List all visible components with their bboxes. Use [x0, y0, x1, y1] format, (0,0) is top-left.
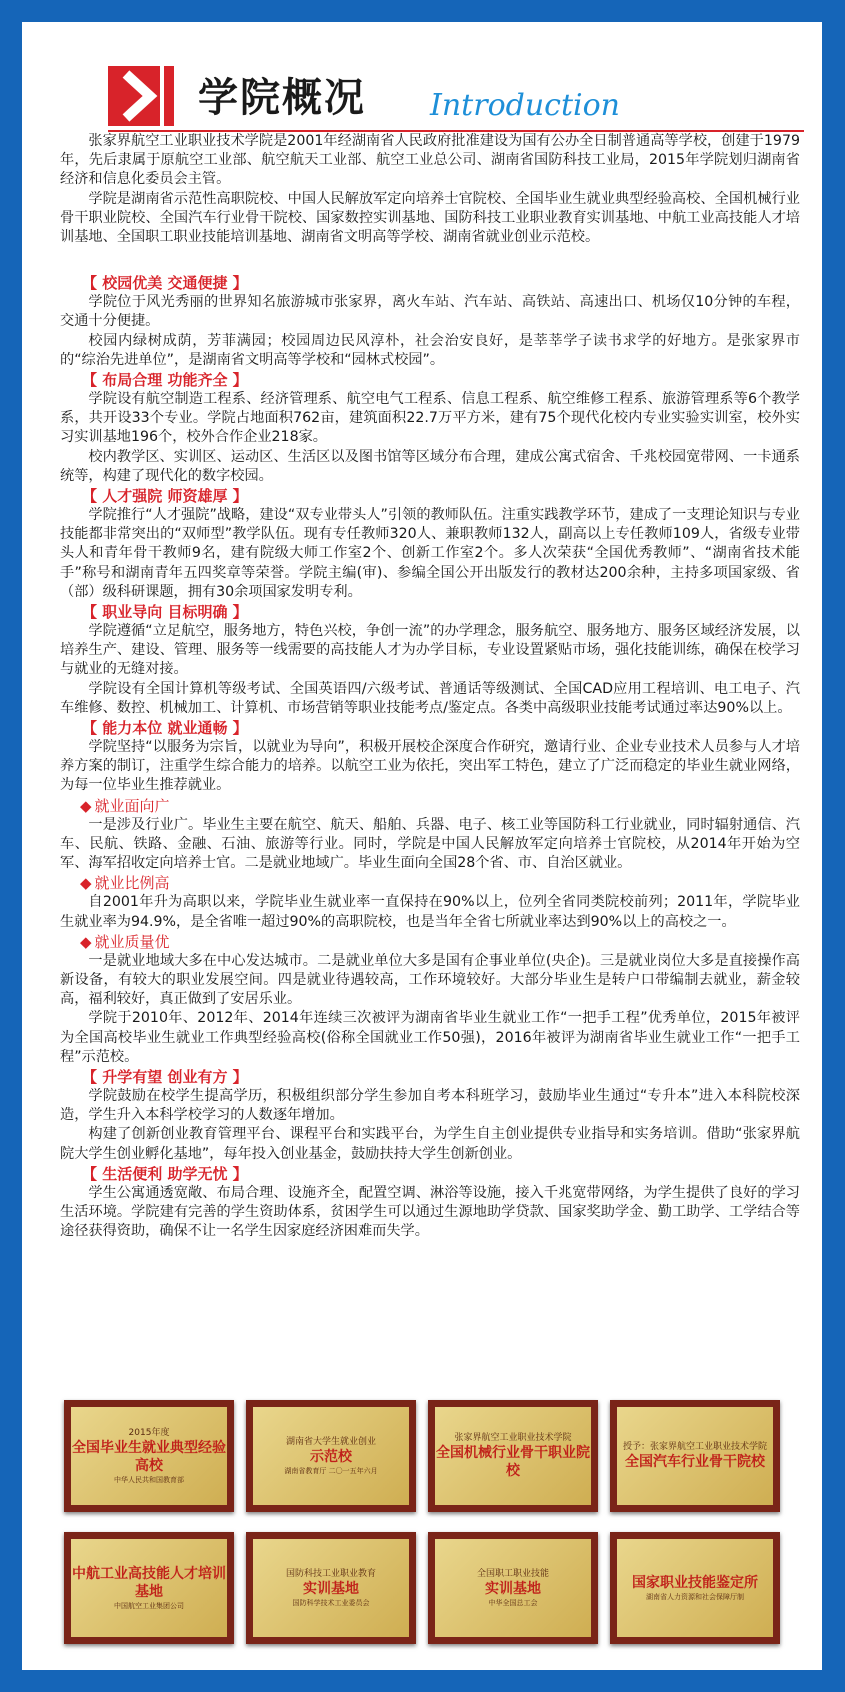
award-plaque	[610, 1400, 780, 1512]
plaque-top: 国防科技工业职业教育	[285, 1569, 376, 1579]
plaque-top: 湖南省大学生就业创业	[285, 1437, 376, 1447]
body-text	[60, 132, 800, 1241]
plaque-top: 全国职工职业技能	[476, 1569, 549, 1579]
paragraph: 学院设有航空制造工程系、经济管理系、航空电气工程系、信息工程系、航空维修工程系、旅游管理系等6个教学系，共开设33个专业。学院占地面积762亩，建筑面积22.7万平方米，建有75个现代化校内专业实验实训室，校外实习实训基地196个，校外合作企业218家。	[60, 391, 800, 446]
arrow-logo-icon	[108, 66, 174, 126]
plaque-top: 授予：张家界航空工业职业技术学院	[622, 1442, 767, 1452]
sub-heading	[60, 796, 800, 816]
plaque-main: 全国毕业生就业典型经验高校	[72, 1440, 226, 1474]
award-plaque	[610, 1532, 780, 1644]
plaque-main: 实训基地	[303, 1581, 359, 1597]
paragraph: 学生公寓通透宽敞、布局合理、设施齐全，配置空调、淋浴等设施，接入千兆宽带网络，为学生提供了良好的学习生活环境。学院建有完善的学生资助体系，贫困学生可以通过生源地助学贷款、国家奖助学金、勤工助学、工学结合等途径获得资助，确保不让一名学生因家庭经济困难而失学。	[60, 1184, 800, 1240]
section-heading: 【 生活便利 助学无忧 】	[82, 1164, 248, 1183]
award-plaque	[246, 1400, 416, 1512]
plaque-main: 实训基地	[485, 1581, 541, 1597]
sub-heading-label: 就业比例高	[94, 874, 170, 893]
section-heading: 【 职业导向 目标明确 】	[82, 603, 248, 622]
award-plaque	[428, 1532, 598, 1644]
plaque-bottom: 国防科学技术工业委员会	[292, 1599, 370, 1607]
page-subtitle: Introduction	[430, 88, 620, 123]
diamond-bullet-icon: ◆	[80, 932, 92, 951]
section-heading: 【 校园优美 交通便捷 】	[82, 274, 248, 293]
plaque-bottom: 中华全国总工会	[488, 1599, 538, 1607]
section-heading: 【 人才强院 师资雄厚 】	[82, 487, 248, 506]
section-heading: 【 升学有望 创业有方 】	[82, 1067, 248, 1086]
plaque-top: 张家界航空工业职业技术学院	[454, 1433, 572, 1443]
award-plaques	[64, 1400, 794, 1654]
plaque-bottom: 湖南省教育厅 二〇一五年六月	[284, 1467, 378, 1475]
plaque-main: 全国机械行业骨干职业院校	[436, 1445, 590, 1479]
sub-heading-label: 就业面向广	[94, 796, 170, 815]
intro-paragraph: 张家界航空工业职业技术学院是2001年经湖南省人民政府批准建设为国有公办全日制普通高等学校，创建于1979年，先后隶属于原航空工业部、航空航天工业部、航空工业总公司、湖南省国防科技工业局，2015年学院划归湖南省经济和信息化委员会主管。	[60, 133, 800, 188]
plaque-bottom: 湖南省人力资源和社会保障厅制	[646, 1593, 744, 1601]
award-plaque	[428, 1400, 598, 1512]
intro-paragraph: 学院是湖南省示范性高职院校、中国人民解放军定向培养士官院校、全国毕业生就业典型经验高校、全国机械行业骨干职业院校、全国汽车行业骨干院校、国家数控实训基地、国防科技工业职业教育实训基地、中航工业高技能人才培训基地、全国职工职业技能培训基地、湖南省文明高等学校、湖南省就业创业示范校。	[60, 190, 800, 246]
plaque-main: 中航工业高技能人才培训基地	[72, 1566, 226, 1600]
plaque-bottom: 中华人民共和国教育部	[114, 1476, 184, 1484]
brochure-panel	[22, 22, 822, 1670]
paragraph: 校园内绿树成荫，芳菲满园；校园周边民风淳朴，社会治安良好，是莘莘学子读书求学的好地方。是张家界市的“综治先进单位”，是湖南省文明高等学校和“园林式校园”。	[60, 332, 800, 368]
paragraph: 学院鼓励在校学生提高学历，积极组织部分学生参加自考本科班学习，鼓励毕业生通过“专升本”进入本科院校深造，学生升入本科学校学习的人数逐年增加。	[60, 1087, 800, 1124]
paragraph: 一是就业地域大多在中心发达城市。二是就业单位大多是国有企事业单位(央企)。三是就业岗位大多是直接操作高新设备，有较大的职业发展空间。四是就业待遇较高，工作环境较好。大部分毕业生是转户口带编制去就业，薪金较高，福利较好，真正做到了安居乐业。	[60, 952, 800, 1008]
award-plaque	[64, 1400, 234, 1512]
plaque-main: 国家职业技能鉴定所	[632, 1575, 758, 1591]
plaque-main: 示范校	[310, 1449, 352, 1465]
paragraph: 一是涉及行业广。毕业生主要在航空、航天、船舶、兵器、电子、核工业等国防科工行业就业，同时辐射通信、汽车、民航、铁路、金融、石油、旅游等行业。同时，学院是中国人民解放军定向培养士官院校，从2014年开始为空军、海军招收定向培养士官。二是就业地域广。毕业生面向全国28个省、市、自治区就业。	[60, 816, 800, 872]
paragraph: 自2001年升为高职以来，学院毕业生就业率一直保持在90%以上，位列全省同类院校前列；2011年，学院毕业生就业率为94.9%，是全省唯一超过90%的高职院校，也是当年全省七所就业率达到90%以上的高校之一。	[60, 894, 800, 930]
paragraph: 学院设有全国计算机等级考试、全国英语四/六级考试、普通话等级测试、全国CAD应用工程培训、电工电子、汽车维修、数控、机械加工、计算机、市场营销等职业技能考点/鉴定点。各类中高级职业技能考试通过率达90%以上。	[60, 680, 800, 716]
paragraph: 学院位于风光秀丽的世界知名旅游城市张家界，离火车站、汽车站、高铁站、高速出口、机场仅10分钟的车程，交通十分便捷。	[60, 294, 800, 330]
section-heading: 【 布局合理 功能齐全 】	[82, 371, 248, 390]
award-plaque	[246, 1532, 416, 1644]
award-plaque	[64, 1532, 234, 1644]
sub-heading-label: 就业质量优	[94, 932, 170, 951]
paragraph: 学院于2010年、2012年、2014年连续三次被评为湖南省毕业生就业工作“一把手工程”优秀单位，2015年被评为全国高校毕业生就业工作典型经验高校(俗称全国就业工作50强)，2016年被评为湖南省毕业生就业工作“一把手工程”示范校。	[60, 1010, 800, 1065]
page-title: 学院概况	[198, 75, 366, 121]
paragraph: 学院推行“人才强院”战略，建设“双专业带头人”引领的教师队伍。注重实践教学环节，建成了一支理论知识与专业技能都非常突出的“双师型”教学队伍。现有专任教师320人、兼职教师132人，副高以上专任教师109人，省级专业带头人和青年骨干教师9名，建有院级大师工作室2个、创新工作室2个。多人次荣获“全国优秀教师”、“湖南省技术能手”称号和湖南青年五四奖章等荣誉。学院主编(审)、参编全国公开出版发行的教材达200余种，主持多项国家级、省（部）级科研课题，拥有30余项国家发明专利。	[60, 507, 800, 600]
diamond-bullet-icon: ◆	[80, 796, 92, 815]
plaque-main: 全国汽车行业骨干院校	[625, 1454, 765, 1470]
plaque-top: 2015年度	[128, 1428, 170, 1438]
sub-heading	[60, 932, 800, 952]
paragraph: 学院坚持“以服务为宗旨，以就业为导向”，积极开展校企深度合作研究，邀请行业、企业专业技术人员参与人才培养方案的制订，注重学生综合能力的培养。以航空工业为依托，突出军工特色，建立了广泛而稳定的毕业生就业网络，为每一位毕业生推荐就业。	[60, 739, 800, 794]
paragraph: 校内教学区、实训区、运动区、生活区以及图书馆等区域分布合理，建成公寓式宿舍、千兆校园宽带网、一卡通系统等，构建了现代化的数字校园。	[60, 448, 800, 484]
sub-heading	[60, 873, 800, 893]
paragraph: 构建了创新创业教育管理平台、课程平台和实践平台，为学生自主创业提供专业指导和实务培训。借助“张家界航院大学生创业孵化基地”，每年投入创业基金，鼓励扶持大学生创新创业。	[60, 1126, 800, 1162]
plaque-bottom: 中国航空工业集团公司	[114, 1602, 184, 1610]
spacer	[60, 247, 800, 273]
section-header	[108, 48, 804, 132]
paragraph: 学院遵循“立足航空，服务地方，特色兴校，争创一流”的办学理念，服务航空、服务地方、服务区域经济发展，以培养生产、建设、管理、服务等一线需要的高技能人才为办学目标，专业设置紧贴市场，强化技能训练，确保在校学习与就业的无缝对接。	[60, 623, 800, 678]
section-heading: 【 能力本位 就业通畅 】	[82, 719, 248, 738]
diamond-bullet-icon: ◆	[80, 874, 92, 893]
